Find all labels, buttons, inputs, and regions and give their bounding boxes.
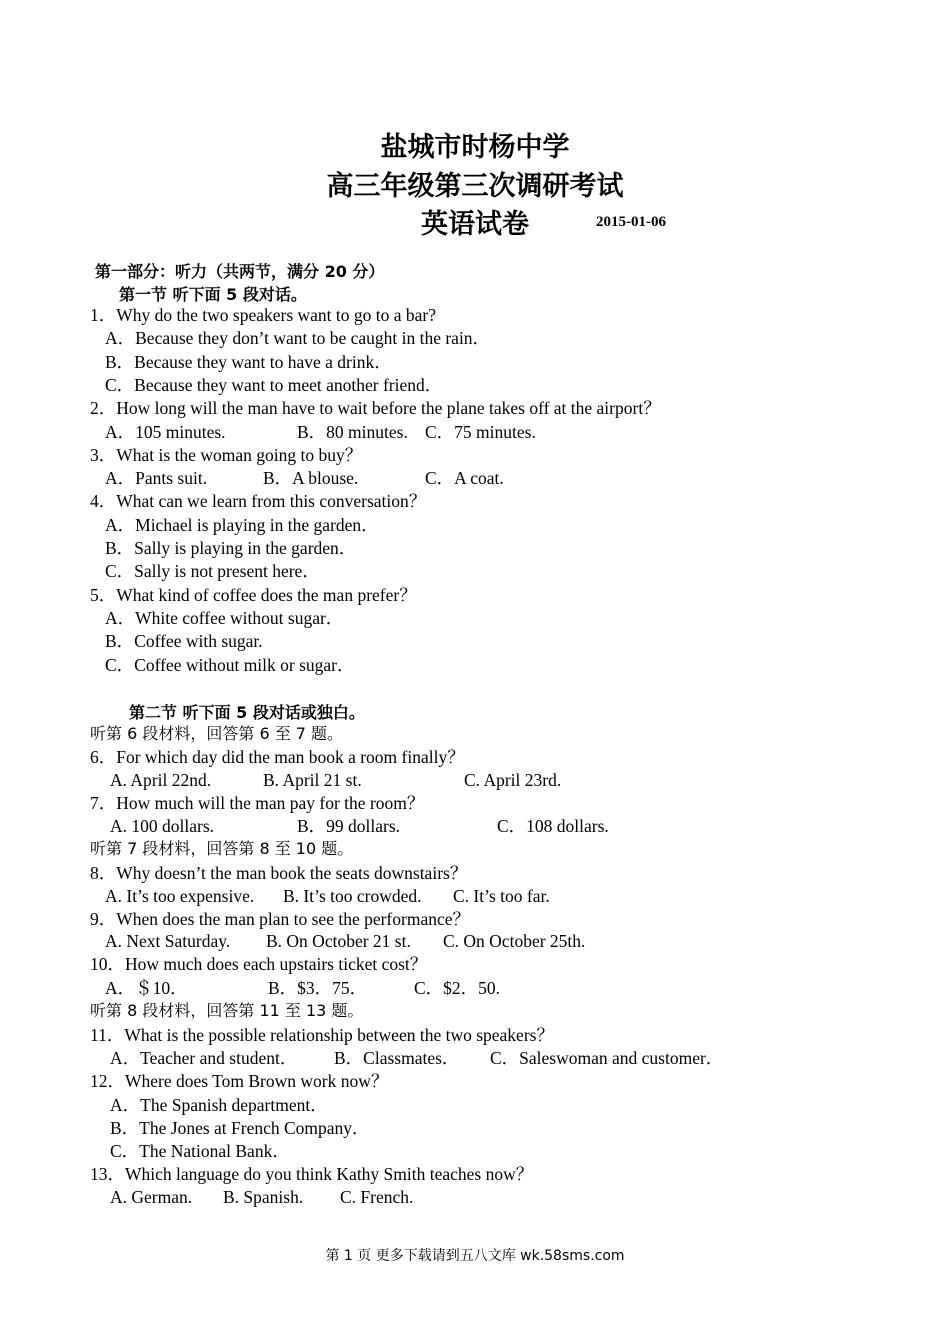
- option-12b: B．The Jones at French Company．: [110, 1118, 370, 1138]
- question-8: 8．Why doesn’t the man book the seats downstairs？: [90, 863, 468, 883]
- option-10a: A．＄10．: [105, 978, 188, 998]
- option-13b: B. Spanish.: [223, 1187, 304, 1207]
- material-7-note: 听第 7 段材料，回答第 8 至 10 题。: [90, 839, 354, 858]
- option-5b: B．Coffee with sugar.: [105, 631, 263, 651]
- school-name: 盐城市时杨中学: [380, 132, 570, 163]
- option-9a: A. Next Saturday.: [105, 931, 231, 951]
- option-11b: B．Classmates．: [334, 1048, 460, 1068]
- option-2a: A．105 minutes.: [105, 422, 226, 442]
- part-title: 第一部分：听力（共两节，满分 20 分）: [95, 262, 385, 281]
- option-13c: C. French.: [340, 1187, 414, 1207]
- option-6c: C. April 23rd.: [464, 770, 562, 790]
- option-1b: B．Because they want to have a drink．: [105, 352, 392, 372]
- section1-title: 第一节 听下面 5 段对话。: [119, 285, 307, 304]
- option-5a: A．White coffee without sugar．: [105, 608, 344, 628]
- option-4b: B．Sally is playing in the garden．: [105, 538, 357, 558]
- option-4c: C．Sally is not present here．: [105, 561, 320, 581]
- option-1a: A．Because they don’t want to be caught in the rain．: [105, 328, 491, 348]
- option-11c: C．Saleswoman and customer．: [490, 1048, 724, 1068]
- question-2: 2．How long will the man have to wait before the plane takes off at the airport？: [90, 398, 661, 418]
- question-3: 3．What is the woman going to buy？: [90, 445, 363, 465]
- option-2b: B．80 minutes.: [297, 422, 408, 442]
- material-8-note: 听第 8 段材料，回答第 11 至 13 题。: [90, 1001, 364, 1020]
- question-7: 7．How much will the man pay for the room？: [90, 793, 425, 813]
- option-7b: B．99 dollars.: [297, 816, 401, 836]
- material-6-note: 听第 6 段材料，回答第 6 至 7 题。: [90, 724, 344, 743]
- option-13a: A. German.: [110, 1187, 193, 1207]
- subject-title: 英语试卷: [421, 209, 529, 240]
- option-11a: A．Teacher and student．: [110, 1048, 298, 1068]
- option-3b: B．A blouse.: [263, 468, 359, 488]
- option-8b: B. It’s too crowded.: [283, 886, 422, 906]
- section2-title: 第二节 听下面 5 段对话或独白。: [129, 703, 365, 722]
- exam-date: 2015-01-06: [596, 214, 666, 230]
- option-2c: C．75 minutes.: [425, 422, 536, 442]
- option-7a: A. 100 dollars.: [110, 816, 215, 836]
- option-6a: A. April 22nd.: [110, 770, 212, 790]
- option-3c: C．A coat.: [425, 468, 504, 488]
- option-8c: C. It’s too far.: [453, 886, 550, 906]
- option-9c: C. On October 25th.: [443, 931, 586, 951]
- exam-title: 高三年级第三次调研考试: [326, 171, 624, 202]
- option-10c: C．$2．50.: [414, 978, 501, 998]
- option-12a: A．The Spanish department．: [110, 1095, 328, 1115]
- option-7c: C．108 dollars.: [497, 816, 609, 836]
- question-13: 13．Which language do you think Kathy Smith teaches now？: [90, 1164, 534, 1184]
- option-3a: A．Pants suit.: [105, 468, 208, 488]
- option-5c: C．Coffee without milk or sugar．: [105, 655, 355, 675]
- option-10b: B．$3．75．: [268, 978, 368, 998]
- option-12c: C．The National Bank．: [110, 1141, 290, 1161]
- question-6: 6．For which day did the man book a room finally？: [90, 747, 465, 767]
- question-12: 12．Where does Tom Brown work now？: [90, 1071, 389, 1091]
- question-11: 11．What is the possible relationship between the two speakers？: [90, 1025, 554, 1045]
- question-5: 5．What kind of coffee does the man prefer？: [90, 585, 417, 605]
- question-9: 9．When does the man plan to see the performance？: [90, 909, 471, 929]
- option-8a: A. It’s too expensive.: [105, 886, 255, 906]
- option-4a: A．Michael is playing in the garden．: [105, 515, 379, 535]
- option-1c: C．Because they want to meet another friend．: [105, 375, 443, 395]
- question-4: 4．What can we learn from this conversation？: [90, 491, 427, 511]
- question-10: 10．How much does each upstairs ticket cost？: [90, 954, 428, 974]
- option-6b: B. April 21 st.: [263, 770, 362, 790]
- question-1: 1．Why do the two speakers want to go to a bar?: [90, 305, 437, 325]
- page-footer: 第 1 页 更多下载请到五八文库 wk.58sms.com: [325, 1248, 625, 1264]
- option-9b: B. On October 21 st.: [266, 931, 411, 951]
